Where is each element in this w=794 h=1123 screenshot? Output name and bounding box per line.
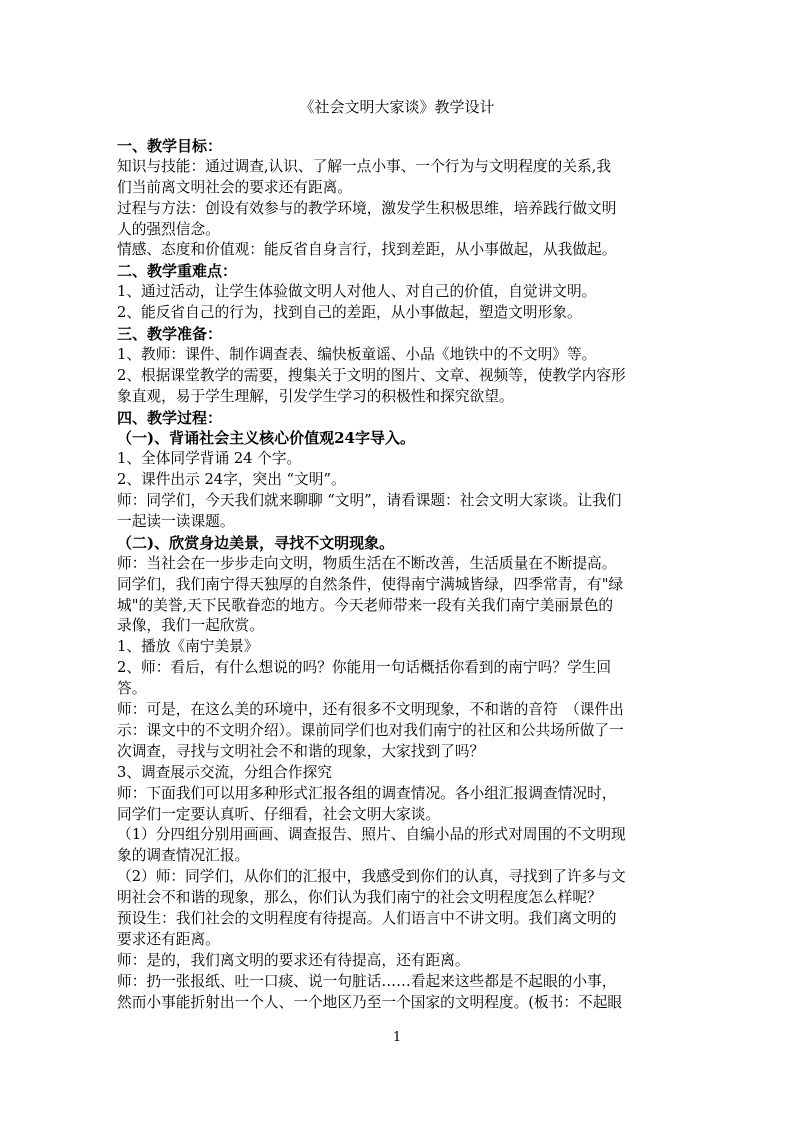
text-line: 同学们一定要认真听、仔细看，社会文明大家谈。 (117, 805, 441, 823)
text-line: （1）分四组分别用画画、调查报告、照片、自编小品的形式对周围的不文明现 (117, 826, 626, 844)
document-body (117, 136, 677, 1013)
text-line: 2、师：看后，有什么想说的吗？你能用一句话概括你看到的南宁吗？学生回 (117, 659, 612, 677)
text-line: 师：当社会在一步步走向文明，物质生活在不断改善，生活质量在不断提高。 (117, 554, 617, 572)
text-line: 师：可是，在这么美的环境中，还有很多不文明现象，不和谐的音符 （课件出 (117, 701, 624, 719)
text-line: 然而小事能折射出一个人、一个地区乃至一个国家的文明程度。(板书：不起眼 (117, 993, 623, 1011)
subsection-heading: （二)、欣赏身边美景，寻找不文明现象。 (117, 533, 395, 552)
text-line: 2、能反省自己的行为，找到自己的差距，从小事做起，塑造文明形象。 (117, 304, 582, 322)
text-line: 师：扔一张报纸、吐一口痰、说一句脏话……看起来这些都是不起眼的小事， (117, 972, 617, 990)
section-heading: 三、教学准备： (117, 325, 223, 344)
text-line: 2、课件出示 24字，突出 “文明”。 (117, 471, 346, 489)
text-line: 城"的美誉,天下民歌眷恋的地方。今天老师带来一段有关我们南宁美丽景色的 (117, 596, 614, 614)
text-line: 一起读一读课题。 (117, 513, 235, 531)
text-line: （2）师：同学们，从你们的汇报中，我感受到你们的认真，寻找到了许多与文 (117, 868, 626, 886)
text-line: 预设生：我们社会的文明程度有待提高。人们语言中不讲文明。我们离文明的 (117, 909, 617, 927)
text-line: 情感、态度和价值观：能反省自身言行，找到差距，从小事做起，从我做起。 (117, 241, 617, 259)
section-heading: 一、教学目标： (117, 137, 223, 155)
text-line: 1、播放《南宁美景》 (117, 638, 259, 656)
text-line: 3、调查展示交流，分组合作探究 (117, 763, 332, 781)
section-heading: 二、教学重难点： (117, 262, 238, 281)
text-line: 象直观，易于学生理解，引发学生学习的积极性和探究欲望。 (117, 387, 514, 405)
text-line: 答。 (117, 680, 147, 698)
page-number: 1 (392, 1030, 402, 1045)
text-line: 2、根据课堂教学的需要，搜集关于文明的图片、文章、视频等，使教学内容形 (117, 366, 626, 384)
subsection-heading: （一)、背诵社会主义核心价值观24字导入。 (117, 429, 415, 448)
text-line: 师：下面我们可以用多种形式汇报各组的调查情况。各小组汇报调查情况时， (117, 784, 617, 802)
document-title: 《社会文明大家谈》教学设计 (299, 98, 495, 116)
text-line: 过程与方法：创设有效参与的教学环境，激发学生积极思维，培养践行做文明 (117, 199, 617, 217)
text-line: 1、教师：课件、制作调查表、编快板童谣、小品《地铁中的不文明》等。 (117, 345, 597, 363)
text-line: 知识与技能：通过调查,认识、了解一点小事、一个行为与文明程度的关系,我 (117, 157, 612, 175)
text-line: 示：课文中的不文明介绍）。课前同学们也对我们南宁的社区和公共场所做了一 (117, 721, 624, 739)
text-line: 1、全体同学背诵 24 个字。 (117, 450, 302, 468)
text-line: 师：同学们，今天我们就来聊聊 “文明”，请看课题：社会文明大家谈。让我们 (117, 492, 622, 510)
text-line: 们当前离文明社会的要求还有距离。 (117, 178, 353, 196)
text-line: 明社会不和谐的现象，那么，你们认为我们南宁的社会文明程度怎么样呢？ (117, 889, 602, 907)
text-line: 次调查，寻找与文明社会不和谐的现象，大家找到了吗？ (117, 742, 485, 760)
text-line: 师：是的，我们离文明的要求还有待提高，还有距离。 (117, 951, 470, 969)
text-line: 录像，我们一起欣赏。 (117, 617, 264, 635)
section-heading: 四、教学过程： (117, 408, 223, 427)
text-line: 要求还有距离。 (117, 930, 220, 948)
text-line: 象的调查情况汇报。 (117, 847, 250, 865)
text-line: 1、通过活动，让学生体验做文明人对他人、对自己的价值，自觉讲文明。 (117, 283, 597, 301)
text-line: 同学们，我们南宁得天独厚的自然条件，使得南宁满城皆绿，四季常青，有"绿 (117, 575, 624, 593)
text-line: 人的强烈信念。 (117, 220, 220, 238)
